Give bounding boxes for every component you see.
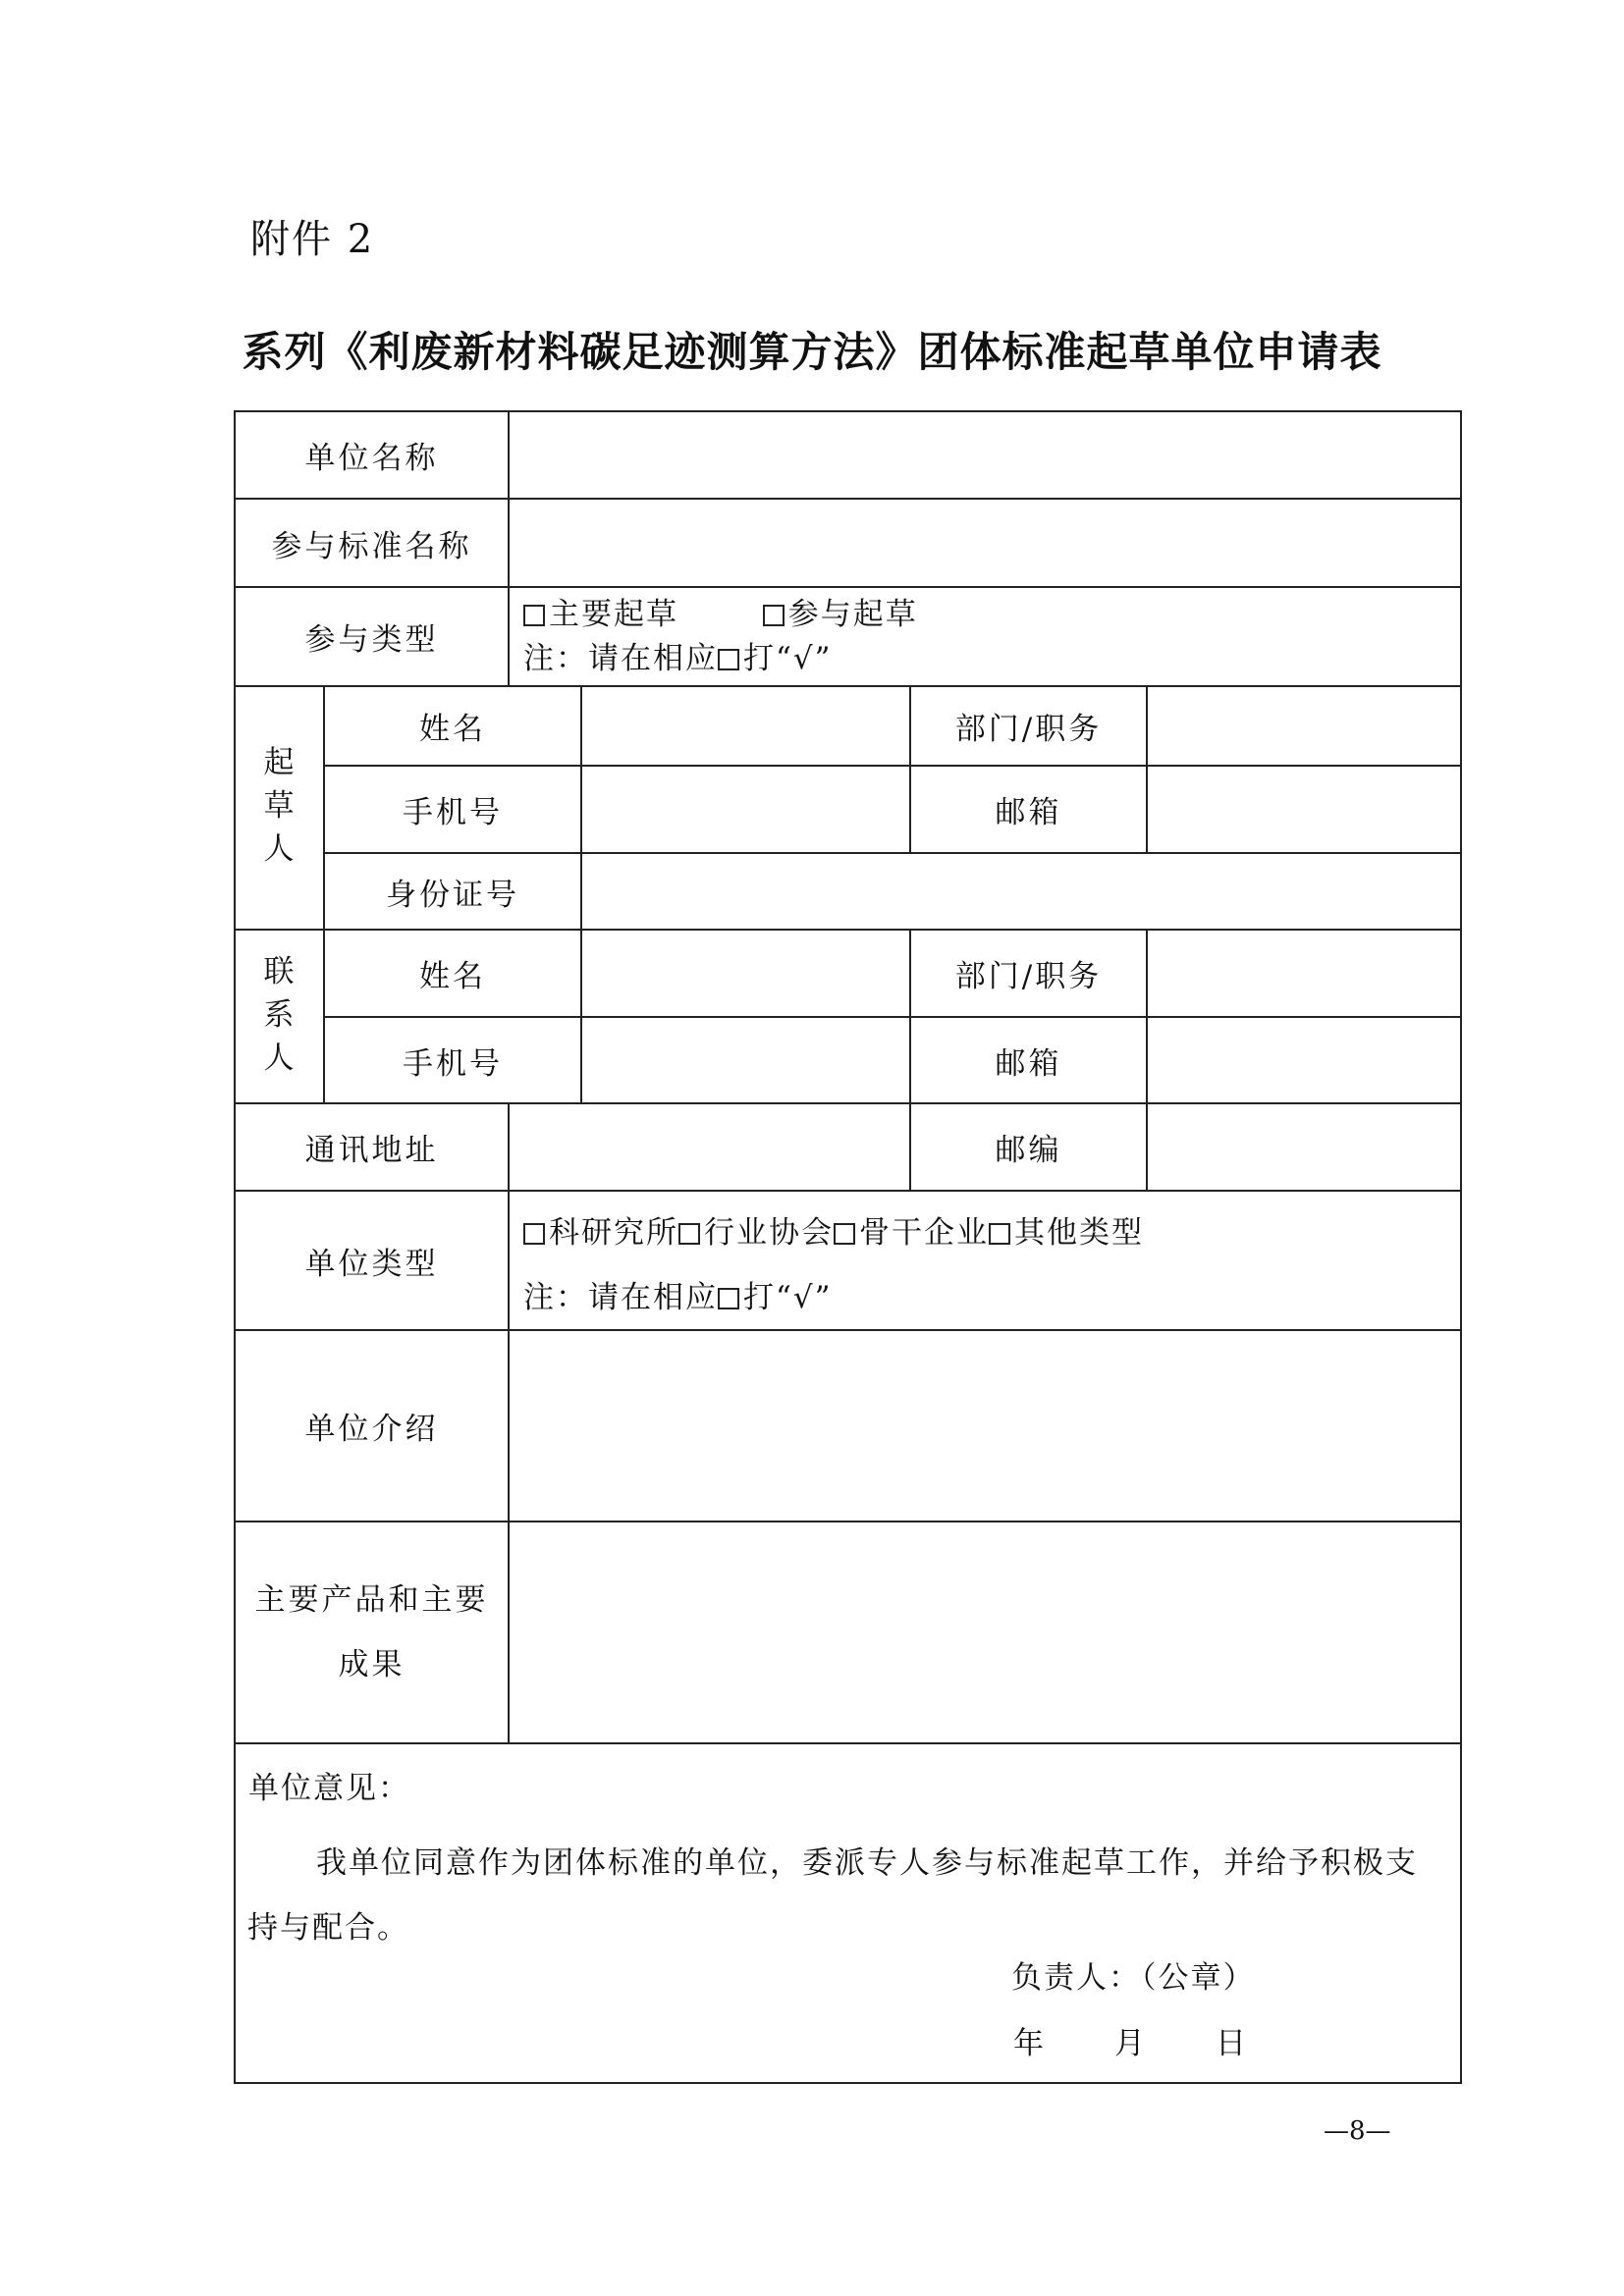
postcode-label: 邮编 [995,1133,1062,1168]
postcode-field[interactable] [1148,1104,1460,1190]
option-co-drafter: 参与起草 [787,597,918,632]
year-label: 年 [1013,2026,1046,2061]
opinion-label: 单位意见： [248,1771,410,1806]
month-label: 月 [1114,2026,1147,2061]
contact-group-label: 联 系 人 [263,954,295,1076]
contact-phone-field[interactable] [582,1018,909,1102]
form-title: 系列《利废新材料碳足迹测算方法》团体标准起草单位申请表 [242,328,1382,376]
contact-dept-label: 部门/职务 [954,959,1103,994]
row-divider [234,1742,1462,1744]
checkbox-research-institute[interactable] [523,1223,545,1245]
checkbox-industry-association[interactable] [678,1223,700,1245]
contact-phone-label: 手机号 [403,1045,503,1082]
unit-name-label: 单位名称 [304,441,439,476]
drafter-id-field[interactable] [582,854,1460,929]
drafter-phone-field[interactable] [582,767,909,852]
note-suffix: 打“√” [743,1280,833,1315]
note-text: 注：请在相应 [523,1280,718,1315]
unit-intro-label: 单位介绍 [304,1412,439,1447]
table-border-right [1460,410,1462,2084]
signer-label: 负责人：（公章） [1011,1960,1256,1996]
contact-name-field[interactable] [582,931,909,1016]
unit-type-options [523,1207,1144,1252]
option-main-drafter: 主要起草 [549,597,678,632]
unit-intro-field[interactable] [510,1331,1460,1521]
products-label-line2: 成果 [338,1647,406,1682]
table-border-bottom [234,2082,1462,2084]
drafter-dept-label: 部门/职务 [954,712,1103,747]
products-field[interactable] [510,1522,1460,1742]
contact-dept-field[interactable] [1148,931,1460,1016]
participation-options [523,589,918,633]
drafter-id-label: 身份证号 [386,877,519,913]
note-checkbox-icon [718,1288,739,1309]
standard-name-field[interactable] [510,500,1460,586]
address-field[interactable] [510,1104,909,1190]
drafter-email-field[interactable] [1148,767,1460,852]
contact-email-label: 邮箱 [995,1045,1062,1082]
participation-note [523,633,832,677]
option-other-type: 其他类型 [1014,1215,1144,1251]
note-suffix: 打“√” [743,641,833,676]
checkbox-co-drafter[interactable] [763,605,785,626]
address-label: 通讯地址 [304,1133,439,1168]
participation-type-label: 参与类型 [304,622,439,658]
drafter-phone-label: 手机号 [403,795,503,830]
products-label-line1: 主要产品和主要 [254,1582,489,1618]
checkbox-other-type[interactable] [989,1223,1010,1245]
drafter-name-field[interactable] [582,687,909,765]
option-key-enterprise: 骨干企业 [859,1215,989,1251]
day-label: 日 [1216,2026,1248,2061]
drafter-dept-field[interactable] [1148,687,1460,765]
drafter-name-label: 姓名 [419,712,486,747]
checkbox-main-drafter[interactable] [523,605,545,626]
option-research-institute: 科研究所 [549,1215,678,1251]
note-text: 注：请在相应 [523,641,718,676]
drafter-email-label: 邮箱 [995,795,1062,830]
checkbox-key-enterprise[interactable] [834,1223,855,1245]
note-checkbox-icon [718,649,739,670]
unit-type-label: 单位类型 [304,1246,439,1282]
opinion-text: 我单位同意作为团体标准的单位，委派专人参与标准起草工作，并给予积极支持与配合。 [247,1845,1418,1946]
date-line [1013,2018,1248,2062]
unit-name-field[interactable] [510,412,1460,498]
standard-name-label: 参与标准名称 [271,528,472,564]
unit-type-note [523,1272,832,1316]
attachment-label: 附件 2 [250,217,375,262]
page-number: —8— [1324,2116,1391,2146]
contact-email-field[interactable] [1148,1018,1460,1102]
products-label [236,1522,508,1742]
contact-name-label: 姓名 [419,959,486,994]
option-industry-association: 行业协会 [704,1215,834,1251]
drafter-group-label: 起 草 人 [263,745,295,867]
